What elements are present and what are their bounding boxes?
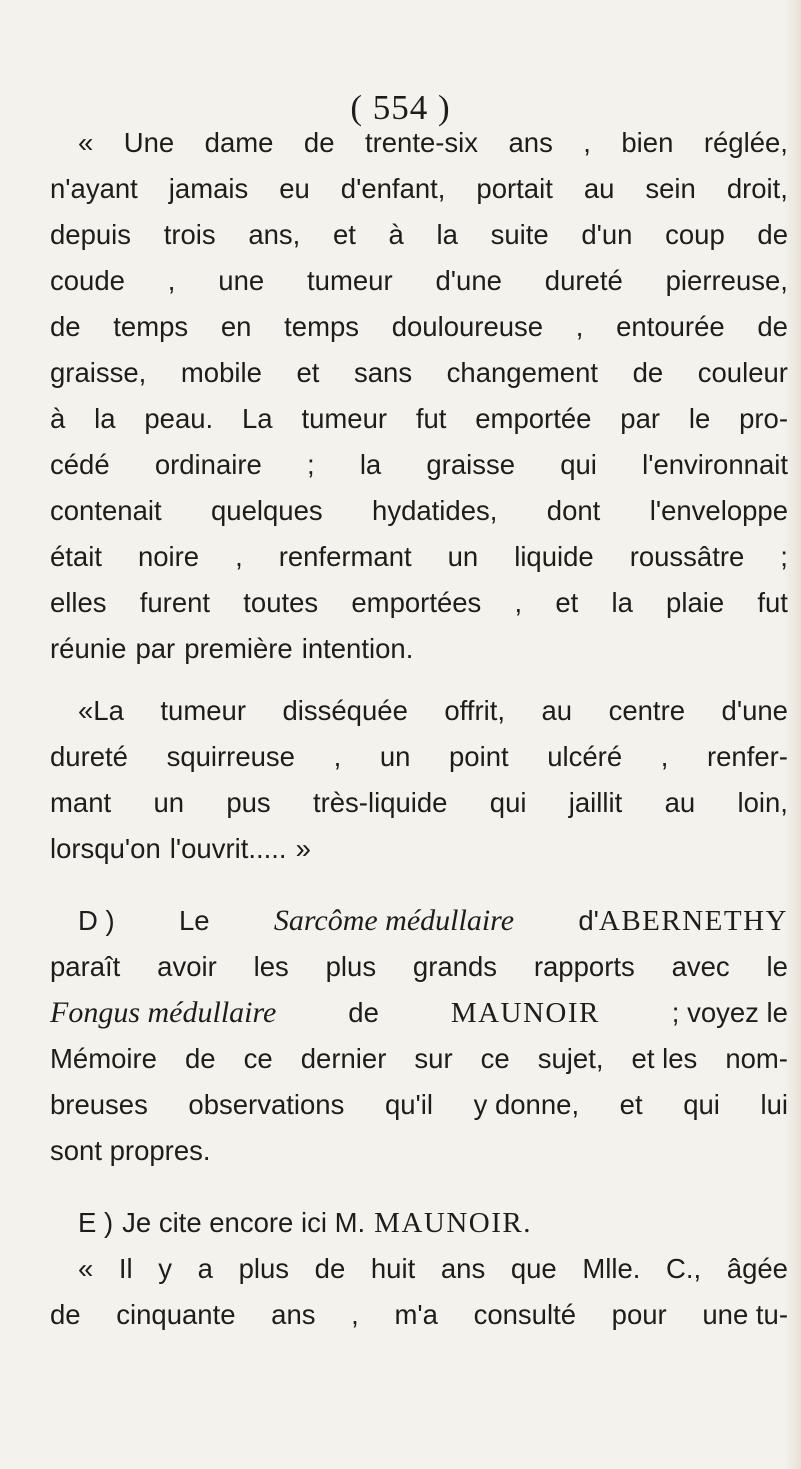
word: y [158, 1253, 173, 1284]
word: roussâtre [629, 541, 745, 572]
word: fut [415, 403, 447, 434]
sarcome-term: Sarcôme médullaire [273, 904, 515, 937]
word: , [351, 1299, 359, 1330]
word: la [436, 219, 458, 250]
word: pierreuse, [665, 265, 788, 296]
word: sans [353, 357, 413, 388]
word: âgée [726, 1253, 788, 1284]
word: la [611, 587, 633, 618]
word: sujet, [537, 1043, 604, 1074]
word: ; [780, 541, 788, 572]
word: « [78, 127, 94, 158]
word: y donne, [473, 1089, 580, 1120]
word: tumeur [301, 403, 388, 434]
text-line [50, 120, 788, 166]
author-abernethy: d'ABERNETHY [578, 905, 788, 937]
word: C., [666, 1253, 702, 1284]
fongus-term: Fongus médullaire [50, 996, 277, 1029]
word: au [541, 695, 573, 726]
word: de [185, 1043, 216, 1074]
section-d-line-6: sont propres. [50, 1135, 211, 1166]
word: l'enveloppe [649, 495, 788, 526]
word: coude [50, 265, 125, 296]
word: quelques [211, 495, 323, 526]
word: tumeur [307, 265, 393, 296]
word: centre [608, 695, 686, 726]
word: qui [560, 449, 597, 480]
text-line [50, 780, 788, 826]
text-line [50, 166, 788, 212]
word: , [583, 127, 591, 158]
word: noire [137, 541, 200, 572]
word: pus [226, 787, 271, 818]
word: dureté [544, 265, 623, 296]
word: qu'il [384, 1089, 433, 1120]
author-maunoir-e: MAUNOIR. [374, 1207, 532, 1239]
word: , [514, 587, 523, 618]
word: nom- [725, 1043, 788, 1074]
word: de [314, 1253, 346, 1284]
word: peau. [144, 403, 214, 434]
word: l'environnait [642, 449, 788, 480]
quoted-case-paragraphs [50, 120, 788, 872]
word: plus [238, 1253, 290, 1284]
word: au [664, 787, 696, 818]
word: , [167, 265, 176, 296]
text-line [50, 826, 788, 872]
word: rapports [533, 951, 635, 982]
body-text [50, 120, 788, 1338]
de-word: de [348, 997, 379, 1028]
word: sein [645, 173, 696, 204]
word: suite [490, 219, 549, 250]
word: qui [683, 1089, 720, 1120]
word: graisse, [50, 357, 147, 388]
section-e-text: Je cite encore ici M. [122, 1207, 366, 1238]
section-d-line-1 [50, 898, 788, 944]
word: ulcéré [547, 741, 623, 772]
word: d'enfant, [340, 173, 446, 204]
word: disséquée [282, 695, 408, 726]
word: a [197, 1253, 213, 1284]
voyez-text: ; voyez le [671, 997, 788, 1028]
word: huit [370, 1253, 416, 1284]
word: cédé [50, 449, 110, 480]
word: squirreuse [166, 741, 295, 772]
word: ordinaire [154, 449, 262, 480]
text-line [50, 212, 788, 258]
word: ans [508, 127, 553, 158]
word: observations [188, 1089, 345, 1120]
word: temps [113, 311, 189, 342]
word: tumeur [160, 695, 246, 726]
word: d'un [581, 219, 633, 250]
word: de [303, 127, 335, 158]
word: offrit, [444, 695, 505, 726]
word: temps [284, 311, 360, 342]
word: furent [139, 587, 211, 618]
section-d-line-3 [50, 990, 788, 1036]
word: renfer- [706, 741, 788, 772]
word: et [555, 587, 579, 618]
word: entourée [616, 311, 725, 342]
word: fut [757, 587, 788, 618]
word: lorsqu'on [50, 833, 161, 864]
word: une [218, 265, 265, 296]
word: jamais [168, 173, 249, 204]
word: le [688, 403, 711, 434]
word: à [50, 403, 66, 434]
word: cinquante [116, 1299, 236, 1330]
word: de [50, 311, 81, 342]
text-line [50, 350, 788, 396]
word: dame [204, 127, 274, 158]
section-d-line-4 [50, 1036, 788, 1082]
word: dureté [50, 741, 128, 772]
word: breuses [50, 1089, 148, 1120]
word: contenait [50, 495, 162, 526]
word: mobile [180, 357, 262, 388]
word: graisse [426, 449, 516, 480]
word: et [296, 357, 320, 388]
word: et [619, 1089, 643, 1120]
word: ; [307, 449, 315, 480]
text-line [50, 580, 788, 626]
word: par [620, 403, 661, 434]
word: les [253, 951, 289, 982]
word: , [575, 311, 584, 342]
word: « [78, 1253, 94, 1284]
word: emportée [475, 403, 592, 434]
final-line-2 [50, 1292, 788, 1338]
text-line [50, 734, 788, 780]
word: «La [78, 695, 124, 726]
word: , [235, 541, 243, 572]
word: couleur [697, 357, 788, 388]
text-line [50, 688, 788, 734]
word: emportées [351, 587, 482, 618]
text-line [50, 488, 788, 534]
word: la [94, 403, 116, 434]
word: trois [163, 219, 216, 250]
word: très-liquide [312, 787, 448, 818]
word: première [184, 633, 293, 664]
word: et [332, 219, 356, 250]
section-d-label: D ) [78, 905, 115, 936]
word: grands [412, 951, 498, 982]
word: sur [414, 1043, 453, 1074]
word: lui [760, 1089, 788, 1120]
word: intention. [301, 633, 414, 664]
word: Mlle. [582, 1253, 641, 1284]
word: pour [611, 1299, 667, 1330]
word: Une [123, 127, 175, 158]
word: Il [118, 1253, 133, 1284]
text-line [50, 626, 788, 672]
word: toutes [243, 587, 319, 618]
word: , [660, 741, 669, 772]
word: la [359, 449, 382, 480]
word: de [50, 1299, 81, 1330]
word: dernier [300, 1043, 387, 1074]
text-line [50, 534, 788, 580]
word: une tu- [702, 1299, 788, 1330]
section-d-line-5 [50, 1082, 788, 1128]
word: en [220, 311, 252, 342]
word: plaie [666, 587, 725, 618]
word: jaillit [568, 787, 623, 818]
word: depuis [50, 219, 132, 250]
word: ce [243, 1043, 273, 1074]
word: coup [665, 219, 725, 250]
word: La [242, 403, 273, 434]
word: dont [546, 495, 601, 526]
word: était [50, 541, 102, 572]
word: à [388, 219, 404, 250]
word: avoir [157, 951, 217, 982]
word: portait [476, 173, 553, 204]
word: par [135, 633, 176, 664]
word: paraît [50, 951, 121, 982]
word: changement [446, 357, 599, 388]
word: d'une [435, 265, 502, 296]
page-number: ( 554 ) [350, 88, 451, 127]
word: réglée, [703, 127, 788, 158]
word: douloureuse [391, 311, 544, 342]
word: de [757, 219, 788, 250]
section-e-label: E ) [78, 1207, 114, 1238]
text-line [50, 396, 788, 442]
word: de [632, 357, 664, 388]
word: pro- [739, 403, 788, 434]
word: trente-six [364, 127, 479, 158]
word: au [583, 173, 615, 204]
final-line-1 [50, 1246, 788, 1292]
word: d'une [721, 695, 788, 726]
word: un [153, 787, 185, 818]
word: réunie [50, 633, 127, 664]
word: un [447, 541, 479, 572]
word: elles [50, 587, 107, 618]
word: mant [50, 787, 112, 818]
le-word: Le [178, 905, 210, 936]
word: le [766, 951, 788, 982]
word: un [379, 741, 411, 772]
word: loin, [737, 787, 788, 818]
word: l'ouvrit..... [169, 833, 287, 864]
text-line [50, 304, 788, 350]
word: que [510, 1253, 557, 1284]
word: et les [631, 1043, 698, 1074]
word: ce [480, 1043, 510, 1074]
word: point [449, 741, 509, 772]
word: n'ayant [50, 173, 138, 204]
word: renfermant [278, 541, 412, 572]
word: droit, [726, 173, 788, 204]
word: avec [671, 951, 730, 982]
word: bien [621, 127, 674, 158]
word: plus [325, 951, 377, 982]
word: de [757, 311, 788, 342]
word: hydatides, [372, 495, 498, 526]
text-line [50, 442, 788, 488]
word: m'a [394, 1299, 438, 1330]
word: ans [271, 1299, 316, 1330]
word: ans, [248, 219, 301, 250]
word: consulté [473, 1299, 577, 1330]
section-e-line [50, 1200, 788, 1246]
word: eu [279, 173, 310, 204]
section-d-line-2 [50, 944, 788, 990]
text-line [50, 258, 788, 304]
word: Mémoire [50, 1043, 157, 1074]
word: liquide [514, 541, 594, 572]
word: , [333, 741, 342, 772]
author-maunoir: MAUNOIR [450, 997, 600, 1029]
word: » [295, 833, 311, 864]
word: ans [440, 1253, 486, 1284]
word: qui [489, 787, 527, 818]
